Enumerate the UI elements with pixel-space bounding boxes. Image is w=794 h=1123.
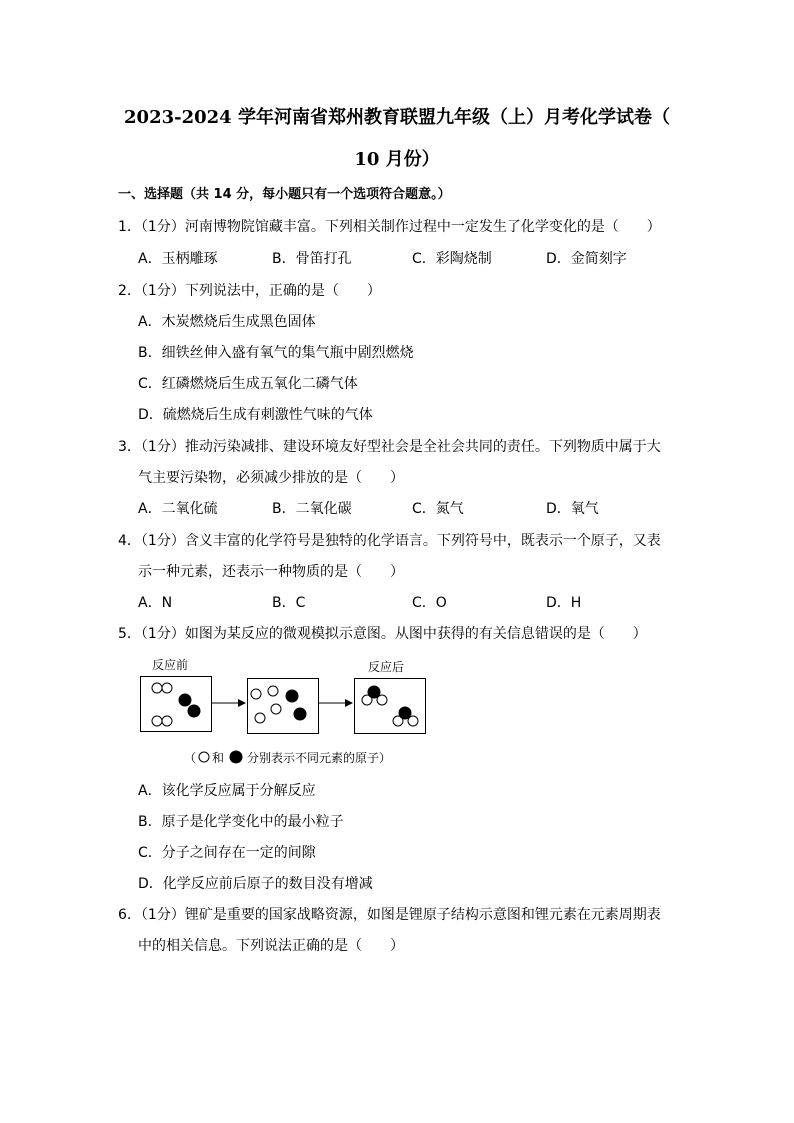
black-atom-icon [188, 705, 201, 718]
question-4-option-b: B．C [272, 595, 306, 611]
exam-title-line1: 2023-2024 学年河南省郑州教育联盟九年级（上）月考化学试卷（ [124, 107, 670, 128]
legend-white-atom-icon [199, 752, 209, 762]
question-4-stem-line2: 示一种元素，还表示一种物质的是（ ） [138, 564, 404, 580]
exam-title-line2: 10 月份） [354, 149, 440, 170]
question-3-option-b: B．二氧化碳 [272, 501, 352, 517]
question-1-option-c: C．彩陶烧制 [412, 251, 492, 267]
black-atom-icon [286, 690, 299, 703]
white-atom-icon [271, 704, 281, 714]
question-1-option-b: B．骨笛打孔 [272, 251, 352, 267]
question-2-option-a: A．木炭燃烧后生成黑色固体 [138, 314, 316, 330]
question-2-option-b: B．细铁丝伸入盛有氧气的集气瓶中剧烈燃烧 [138, 345, 414, 361]
caption-text: 分别表示不同元素的原子） [247, 751, 392, 765]
question-4-option-a: A．N [138, 595, 173, 611]
question-4-option-c: C．O [412, 595, 447, 611]
legend-black-atom-icon [230, 751, 243, 764]
black-atom-icon [294, 708, 307, 721]
question-1-option-d: D．金简刻字 [546, 251, 627, 267]
question-4-option-d: D．H [546, 595, 582, 611]
white-atom-icon [251, 689, 261, 699]
white-atom-icon [162, 716, 172, 726]
question-3-option-c: C．氮气 [412, 501, 464, 517]
question-3-option-d: D．氧气 [546, 501, 599, 517]
white-atom-icon [152, 683, 162, 693]
question-3-stem-line1: 3．（1分）推动污染减排、建设环境友好型社会是全社会共同的责任。下列物质中属于大 [118, 439, 661, 455]
white-atom-icon [255, 713, 265, 723]
black-atom-icon [179, 694, 192, 707]
question-5-option-c: C．分子之间存在一定的间隙 [138, 845, 316, 861]
question-5-option-d: D．化学反应前后原子的数目没有增减 [138, 876, 373, 892]
question-5-option-b: B．原子是化学变化中的最小粒子 [138, 814, 344, 830]
before-label: 反应前 [152, 658, 189, 672]
white-atom-icon [268, 686, 278, 696]
question-5-stem: 5．（1分）如图为某反应的微观模拟示意图。从图中获得的有关信息错误的是（ ） [118, 626, 647, 642]
after-molecules [362, 686, 418, 727]
question-4-stem-line1: 4．（1分）含义丰富的化学符号是独特的化学语言。下列符号中，既表示一个原子，又表 [118, 533, 661, 549]
black-atom-icon [368, 686, 381, 699]
before-molecules [152, 683, 201, 726]
white-atom-icon [162, 683, 172, 693]
white-atom-icon [152, 716, 162, 726]
caption-and: 和 [212, 751, 225, 765]
question-6-stem-line2: 中的相关信息。下列说法正确的是（ ） [138, 938, 404, 954]
section-header: 一、选择题（共 14 分，每小题只有一个选项符合题意。） [118, 187, 451, 202]
question-5-option-a: A．该化学反应属于分解反应 [138, 783, 316, 799]
question-6-stem-line1: 6．（1分）锂矿是重要的国家战略资源，如图是锂原子结构示意图和锂元素在元素周期表 [118, 907, 661, 923]
middle-atoms [251, 686, 307, 723]
after-label: 反应后 [368, 660, 405, 674]
question-1-stem: 1．（1分）河南博物院馆藏丰富。下列相关制作过程中一定发生了化学变化的是（ ） [118, 219, 661, 235]
question-1-option-a: A．玉柄雕琢 [138, 251, 218, 267]
question-2-stem: 2．（1分）下列说法中，正确的是（ ） [118, 283, 381, 299]
question-2-option-c: C．红磷燃烧后生成五氧化二磷气体 [138, 376, 358, 392]
caption-open: （ [184, 751, 197, 765]
question-3-stem-line2: 气主要污染物，必须减少排放的是（ ） [138, 470, 404, 486]
question-3-option-a: A．二氧化硫 [138, 501, 218, 517]
question-2-option-d: D．硫燃烧后生成有刺激性气味的气体 [138, 407, 373, 423]
black-atom-icon [399, 707, 412, 720]
